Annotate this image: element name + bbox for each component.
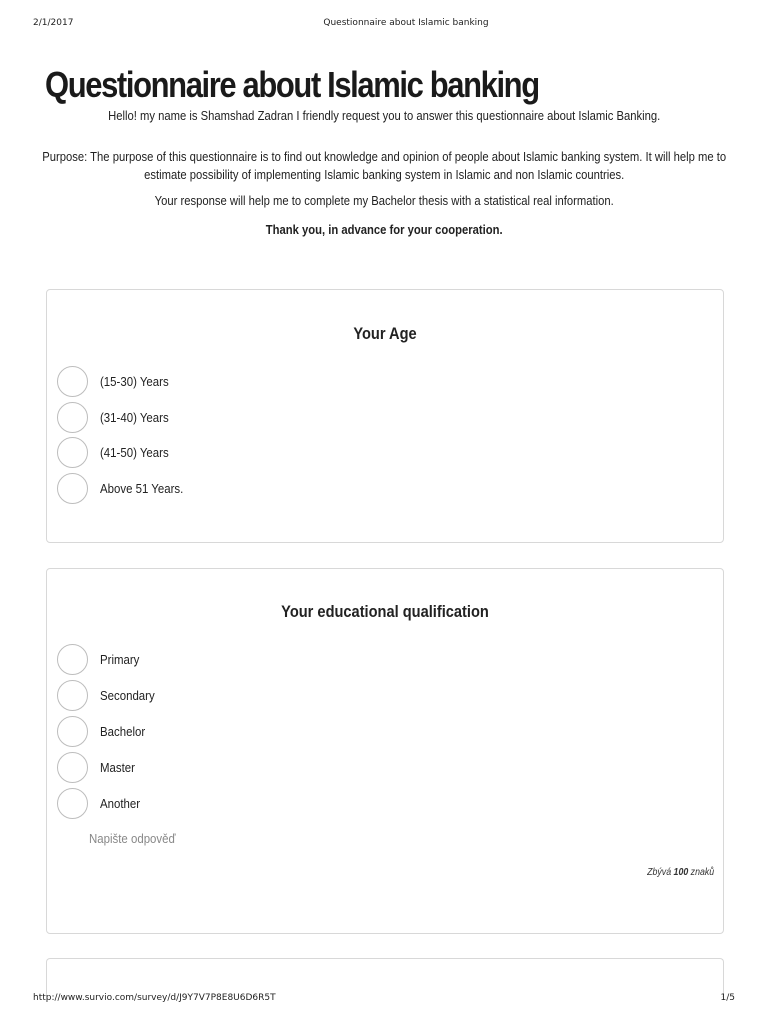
radio-button[interactable] [57,402,88,433]
print-footer [0,993,768,1007]
education-option-secondary[interactable] [57,680,457,712]
radio-button[interactable] [57,680,88,711]
print-url: http://www.survio.com/survey/d/J9Y7V7P8E8U6D6R5T [33,993,276,1003]
option-label: Above 51 Years. [100,481,184,496]
counter-prefix: Zbývá [646,867,671,878]
question-title-education: Your educational qualification [281,602,489,621]
question-card-age [46,289,724,543]
radio-button[interactable] [57,752,88,783]
question-card-education [46,568,724,934]
radio-button[interactable] [57,788,88,819]
option-label: (31-40) Years [100,410,169,425]
page-title: Questionnaire about Islamic banking [45,64,539,105]
age-option-41-50[interactable] [57,437,457,469]
radio-button[interactable] [57,366,88,397]
question-title-age: Your Age [353,324,417,343]
option-label: Primary [100,652,140,667]
intro-greeting: Hello! my name is Shamshad Zadran I friendly request you to answer this questionnaire about Islamic Banking. [107,109,661,123]
age-option-above-51[interactable] [57,473,457,505]
print-doc-title: Questionnaire about Islamic banking [323,18,489,28]
print-header [0,18,768,32]
age-option-31-40[interactable] [57,402,457,434]
option-label: Secondary [100,688,155,703]
education-option-bachelor[interactable] [57,716,457,748]
radio-button[interactable] [57,716,88,747]
other-answer-input[interactable] [89,827,441,849]
intro-response: Your response will help me to complete my Bachelor thesis with a statistical real information. [154,194,614,208]
counter-count: 100 [673,867,689,878]
question-card-next [46,958,724,998]
option-label: Master [100,760,135,775]
character-counter [647,867,714,878]
education-option-another[interactable] [57,788,457,820]
print-date: 2/1/2017 [33,18,74,28]
option-label: (15-30) Years [100,374,169,389]
radio-button[interactable] [57,437,88,468]
age-option-15-30[interactable] [57,366,457,398]
option-label: Another [100,796,141,811]
intro-purpose: Purpose: The purpose of this questionnaire is to find out knowledge and opinion of people about Islamic banking system. It will help me to estimate possibility of implementing Islamic banking system in Islamic and non Islamic countries. [41,150,726,182]
option-label: (41-50) Years [100,445,169,460]
print-page-number: 1/5 [720,993,735,1003]
radio-button[interactable] [57,644,88,675]
radio-button[interactable] [57,473,88,504]
education-option-master[interactable] [57,752,457,784]
intro-thanks: Thank you, in advance for your cooperation. [265,223,503,237]
education-option-primary[interactable] [57,644,457,676]
option-label: Bachelor [100,724,146,739]
counter-suffix: znaků [690,867,714,878]
